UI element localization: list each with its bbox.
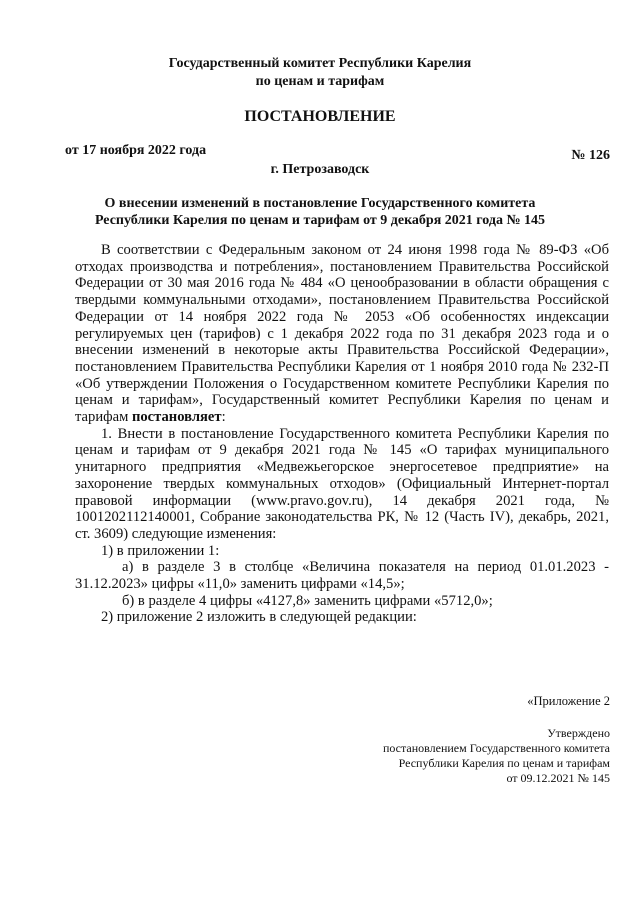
appendix-approval-block (383, 726, 610, 786)
subitem-1: 1) в приложении 1: (101, 542, 220, 559)
subitem-1a: а) в разделе 3 в столбце «Величина показателя на период 01.01.2023 - 31.12.2023» цифры «11,0» заменить цифрами «14,5»; (75, 559, 609, 593)
preamble-text: В соответствии с Федеральным законом от 24 июня 1998 года № 89-ФЗ «Об отходах производства и потребления», постановлением Правительства Российской Федерации от 30 мая 2016 года № 484 «О ценообразовании в области обращения с твердыми коммунальными отходами», постановлением Правительства Российской Федерации от 14 ноября 2022 года № 2053 «Об особенностях индексации регулируемых цен (тарифов) с 1 декабря 2022 года по 31 декабря 2023 года и о внесении изменений в некоторые акты Правительства Российской Федерации», постановлением Правительства Республики Карелия от 1 ноября 2010 года № 232-П «Об утверждении Положения о Государственном комитете Республики Карелия по ценам и тарифам», Государственный комитет Республики Карелия по ценам и тарифам (75, 242, 609, 426)
appendix-line2: Республики Карелия по ценам и тарифам (398, 756, 610, 770)
appendix-line3: от 09.12.2021 № 145 (506, 771, 610, 785)
title-line1: О внесении изменений в постановление Государственного комитета (104, 196, 536, 211)
preamble-paragraph (75, 242, 609, 426)
appendix-line1: постановлением Государственного комитета (382, 741, 610, 755)
preamble-colon: : (221, 409, 226, 426)
doc-number: № 126 (571, 148, 610, 163)
preamble-resolves: постановляет (131, 409, 222, 426)
appendix-approved: Утверждено (547, 726, 610, 740)
appendix-label: «Приложение 2 (527, 694, 610, 708)
item-1-paragraph: 1. Внести в постановление Государственного комитета Республики Карелия по ценам и тарифам от 9 декабря 2021 года № 145 «О тарифах муниципального унитарного предприятия «Медвежьегорское энергосетевое предприятие» на захоронение твердых коммунальных отходов» (Официальный Интернет-портал правовой информации (www.pravo.gov.ru), 14 декабря 2021 года, № 1001202112140001, Собрание законодательства РК, № 12 (Часть IV), декабрь, 2021, ст. 3609) следующие изменения: (75, 425, 609, 542)
doc-date: от 17 ноября 2022 года (65, 143, 207, 158)
city-name: г. Петрозаводск (270, 162, 370, 177)
subitem-1b: б) в разделе 4 цифры «4127,8» заменить цифрами «5712,0»; (122, 592, 493, 609)
org-name-line1: Государственный комитет Республики Карелия (168, 56, 472, 71)
doc-type-heading: ПОСТАНОВЛЕНИЕ (244, 108, 396, 125)
subitem-2: 2) приложение 2 изложить в следующей редакции: (101, 609, 417, 626)
document-body (75, 242, 609, 626)
org-name-line2: по ценам и тарифам (255, 74, 385, 89)
title-line2: Республики Карелия по ценам и тарифам от 9 декабря 2021 года № 145 (94, 213, 546, 228)
